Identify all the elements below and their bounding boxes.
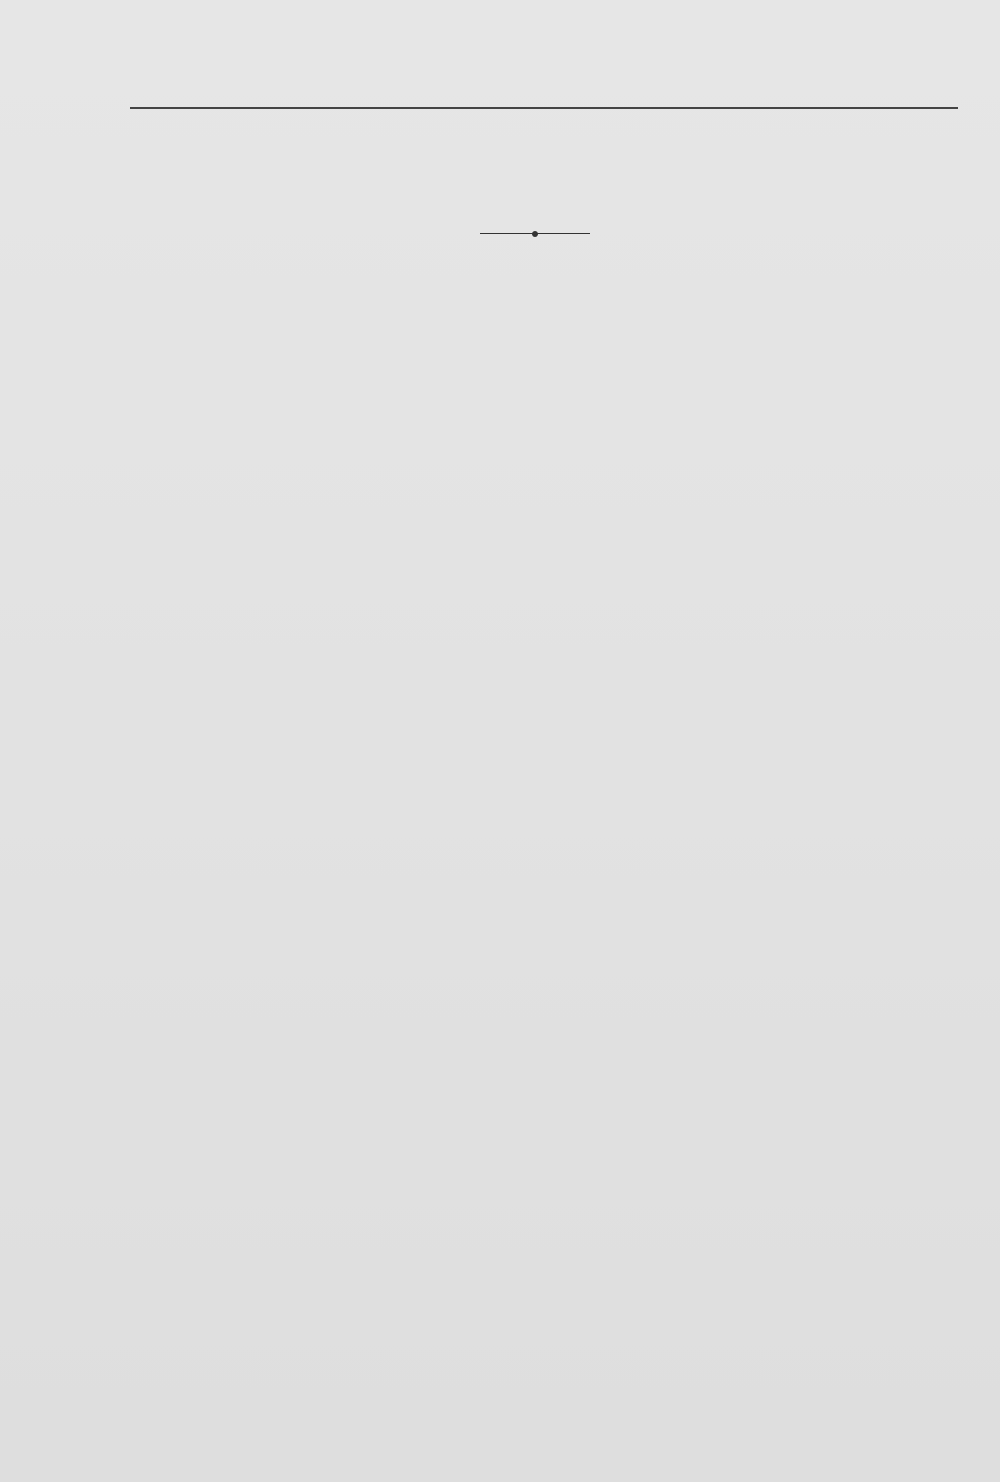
header-rule [130, 107, 958, 109]
title-ornament [480, 231, 590, 237]
running-head [130, 80, 920, 106]
